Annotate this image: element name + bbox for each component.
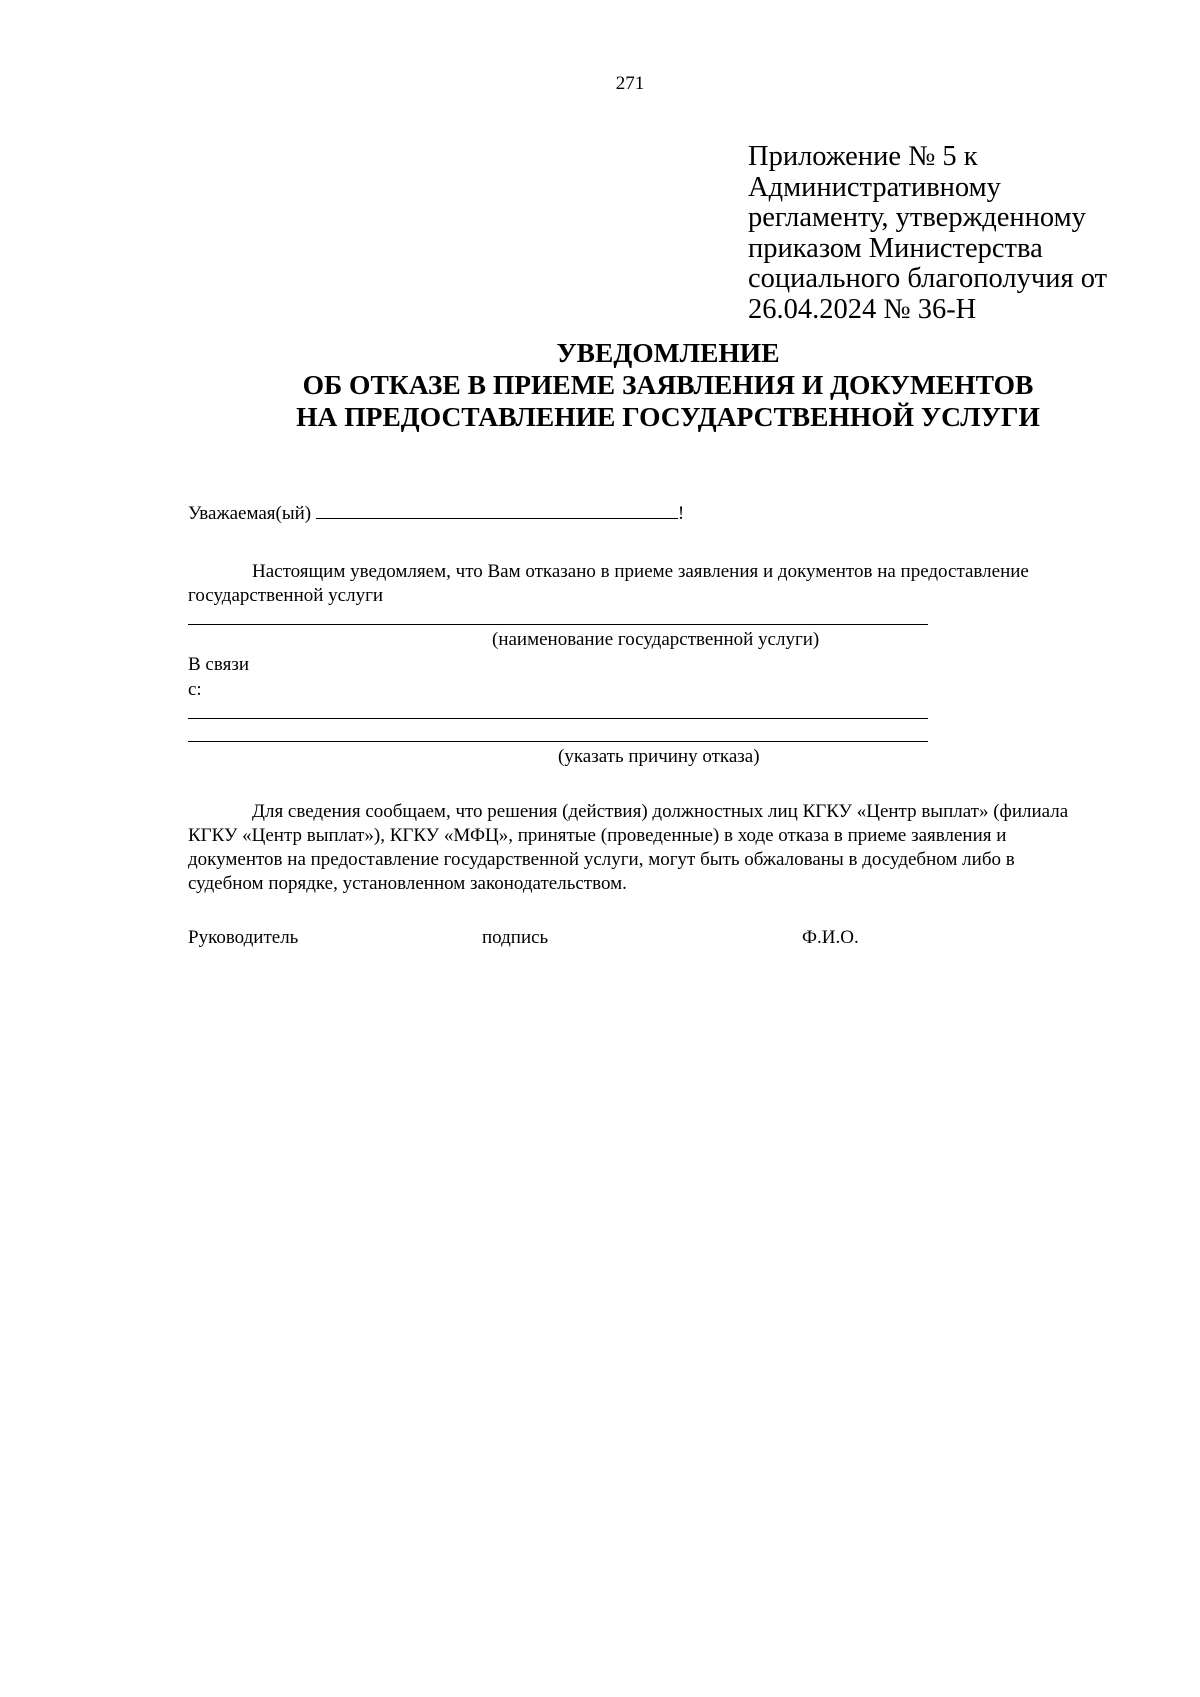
reason-label (188, 652, 249, 702)
recipient-name-blank (316, 502, 678, 519)
reason-label-line: с: (188, 679, 202, 700)
service-name-line (188, 624, 928, 625)
appendix-line: приказом Министерства (748, 232, 1043, 264)
service-name-caption: (наименование государственной услуги) (492, 629, 820, 650)
appendix-line: регламенту, утвержденному (748, 202, 1086, 234)
reason-label-line: В связи (188, 654, 249, 675)
salutation-label: Уважаемая(ый) (188, 503, 312, 524)
notice-paragraph (188, 560, 1088, 608)
signature-head: Руководитель (188, 927, 299, 948)
reason-line (188, 718, 928, 719)
reason-line (188, 741, 928, 742)
title-line: УВЕДОМЛЕНИЕ (556, 337, 780, 368)
page-number: 271 (615, 73, 645, 94)
reason-caption: (указать причину отказа) (558, 746, 760, 767)
salutation-end: ! (677, 503, 685, 524)
appendix-line: 26.04.2024 № 36-Н (748, 293, 977, 325)
appendix-line: Приложение № 5 к (748, 141, 978, 172)
salutation (188, 502, 684, 525)
info-text: Для сведения сообщаем, что решения (действия) должностных лиц КГКУ «Центр выплат» (филиала КГКУ «Центр выплат»), КГКУ «МФЦ», принятые (проведенные) в ходе отказа в приеме заявления и документов на предоставление государственной услуги, могут быть обжалованы в досудебном либо в судебном порядке, установленном законодательством. (188, 801, 1069, 894)
appendix-line: социального благополучия от (748, 263, 1108, 295)
appendix-note (748, 142, 1107, 326)
notice-text: Настоящим уведомляем, что Вам отказано в приеме заявления и документов на предоставление государственной услуги (188, 561, 1029, 606)
document-title (270, 337, 1066, 433)
title-line: ОБ ОТКАЗЕ В ПРИЕМЕ ЗАЯВЛЕНИЯ И ДОКУМЕНТОВ (302, 369, 1034, 400)
signature-name: Ф.И.О. (802, 927, 859, 948)
title-line: НА ПРЕДОСТАВЛЕНИЕ ГОСУДАРСТВЕННОЙ УСЛУГИ (296, 401, 1040, 432)
info-paragraph (188, 800, 1088, 896)
signature-sign: подпись (482, 927, 549, 948)
appendix-line: Административному (748, 171, 1001, 203)
